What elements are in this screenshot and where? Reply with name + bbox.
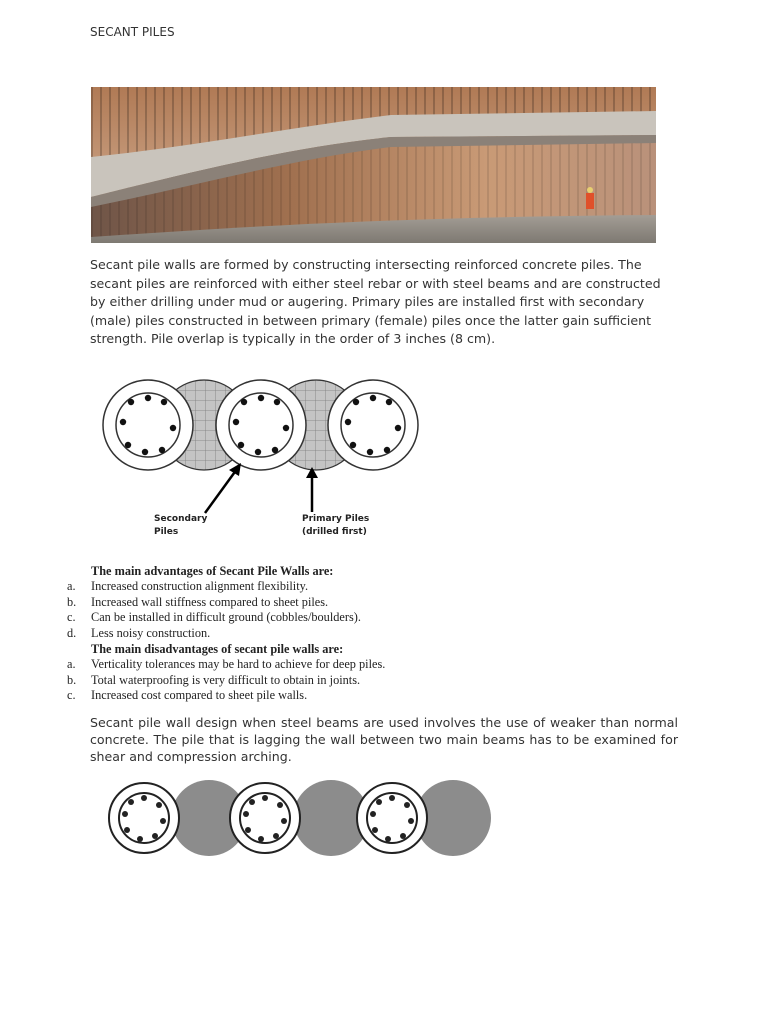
design-paragraph: Secant pile wall design when steel beams are used involves the use of weaker than normal concrete. The pile that is lagging the wall between two main beams has to be examined for shear and compression arching.	[90, 715, 678, 764]
list-item: Less noisy construction.	[91, 626, 211, 640]
list-marker: c.	[67, 610, 76, 624]
primary-pile-3	[328, 380, 418, 470]
list-item: Increased cost compared to sheet pile walls.	[91, 688, 308, 702]
secondary-arrow	[205, 469, 237, 513]
intro-paragraph: Secant pile walls are formed by constructing intersecting reinforced concrete piles. The secant piles are reinforced with either steel rebar or with steel beams and are constructed by either drilling under mud or augering. Primary piles are installed first with secondary (male) piles constructed in between primary (female) piles once the latter gain sufficient strength. Pile overlap is typically in the order of 3 inches (8 cm).	[90, 257, 661, 347]
list-item: Total waterproofing is very difficult to obtain in joints.	[91, 673, 361, 687]
list-item: Verticality tolerances may be hard to achieve for deep piles.	[91, 657, 386, 671]
secondary-label-line2: Piles	[154, 527, 179, 537]
secant-pile-photo	[91, 87, 656, 243]
primary-pile-1	[103, 380, 193, 470]
list-item: Increased construction alignment flexibility.	[91, 579, 309, 593]
reinforced-pile-1	[109, 783, 179, 853]
list-item: Can be installed in difficult ground (cobbles/boulders).	[91, 610, 361, 624]
reinforced-pile-2	[230, 783, 300, 853]
list-marker: c.	[67, 688, 76, 702]
reinforced-pile-3	[357, 783, 427, 853]
steel-beam-pile-diagram	[108, 775, 498, 865]
advantages-title: The main advantages of Secant Pile Walls are:	[91, 564, 334, 578]
disadvantages-title: The main disadvantages of secant pile walls are:	[91, 642, 344, 656]
secondary-label-line1: Secondary	[154, 514, 208, 524]
list-marker: a.	[67, 579, 76, 593]
list-item: Increased wall stiffness compared to sheet piles.	[91, 595, 329, 609]
primary-pile-2	[216, 380, 306, 470]
list-marker: a.	[67, 657, 76, 671]
secant-pile-wall-diagram	[95, 370, 425, 540]
primary-label-line2: (drilled first)	[302, 527, 367, 537]
primary-label-line1: Primary Piles	[302, 514, 370, 524]
list-marker: b.	[67, 673, 77, 687]
list-marker: b.	[67, 595, 77, 609]
list-marker: d.	[67, 626, 77, 640]
page-header: SECANT PILES	[90, 25, 175, 39]
